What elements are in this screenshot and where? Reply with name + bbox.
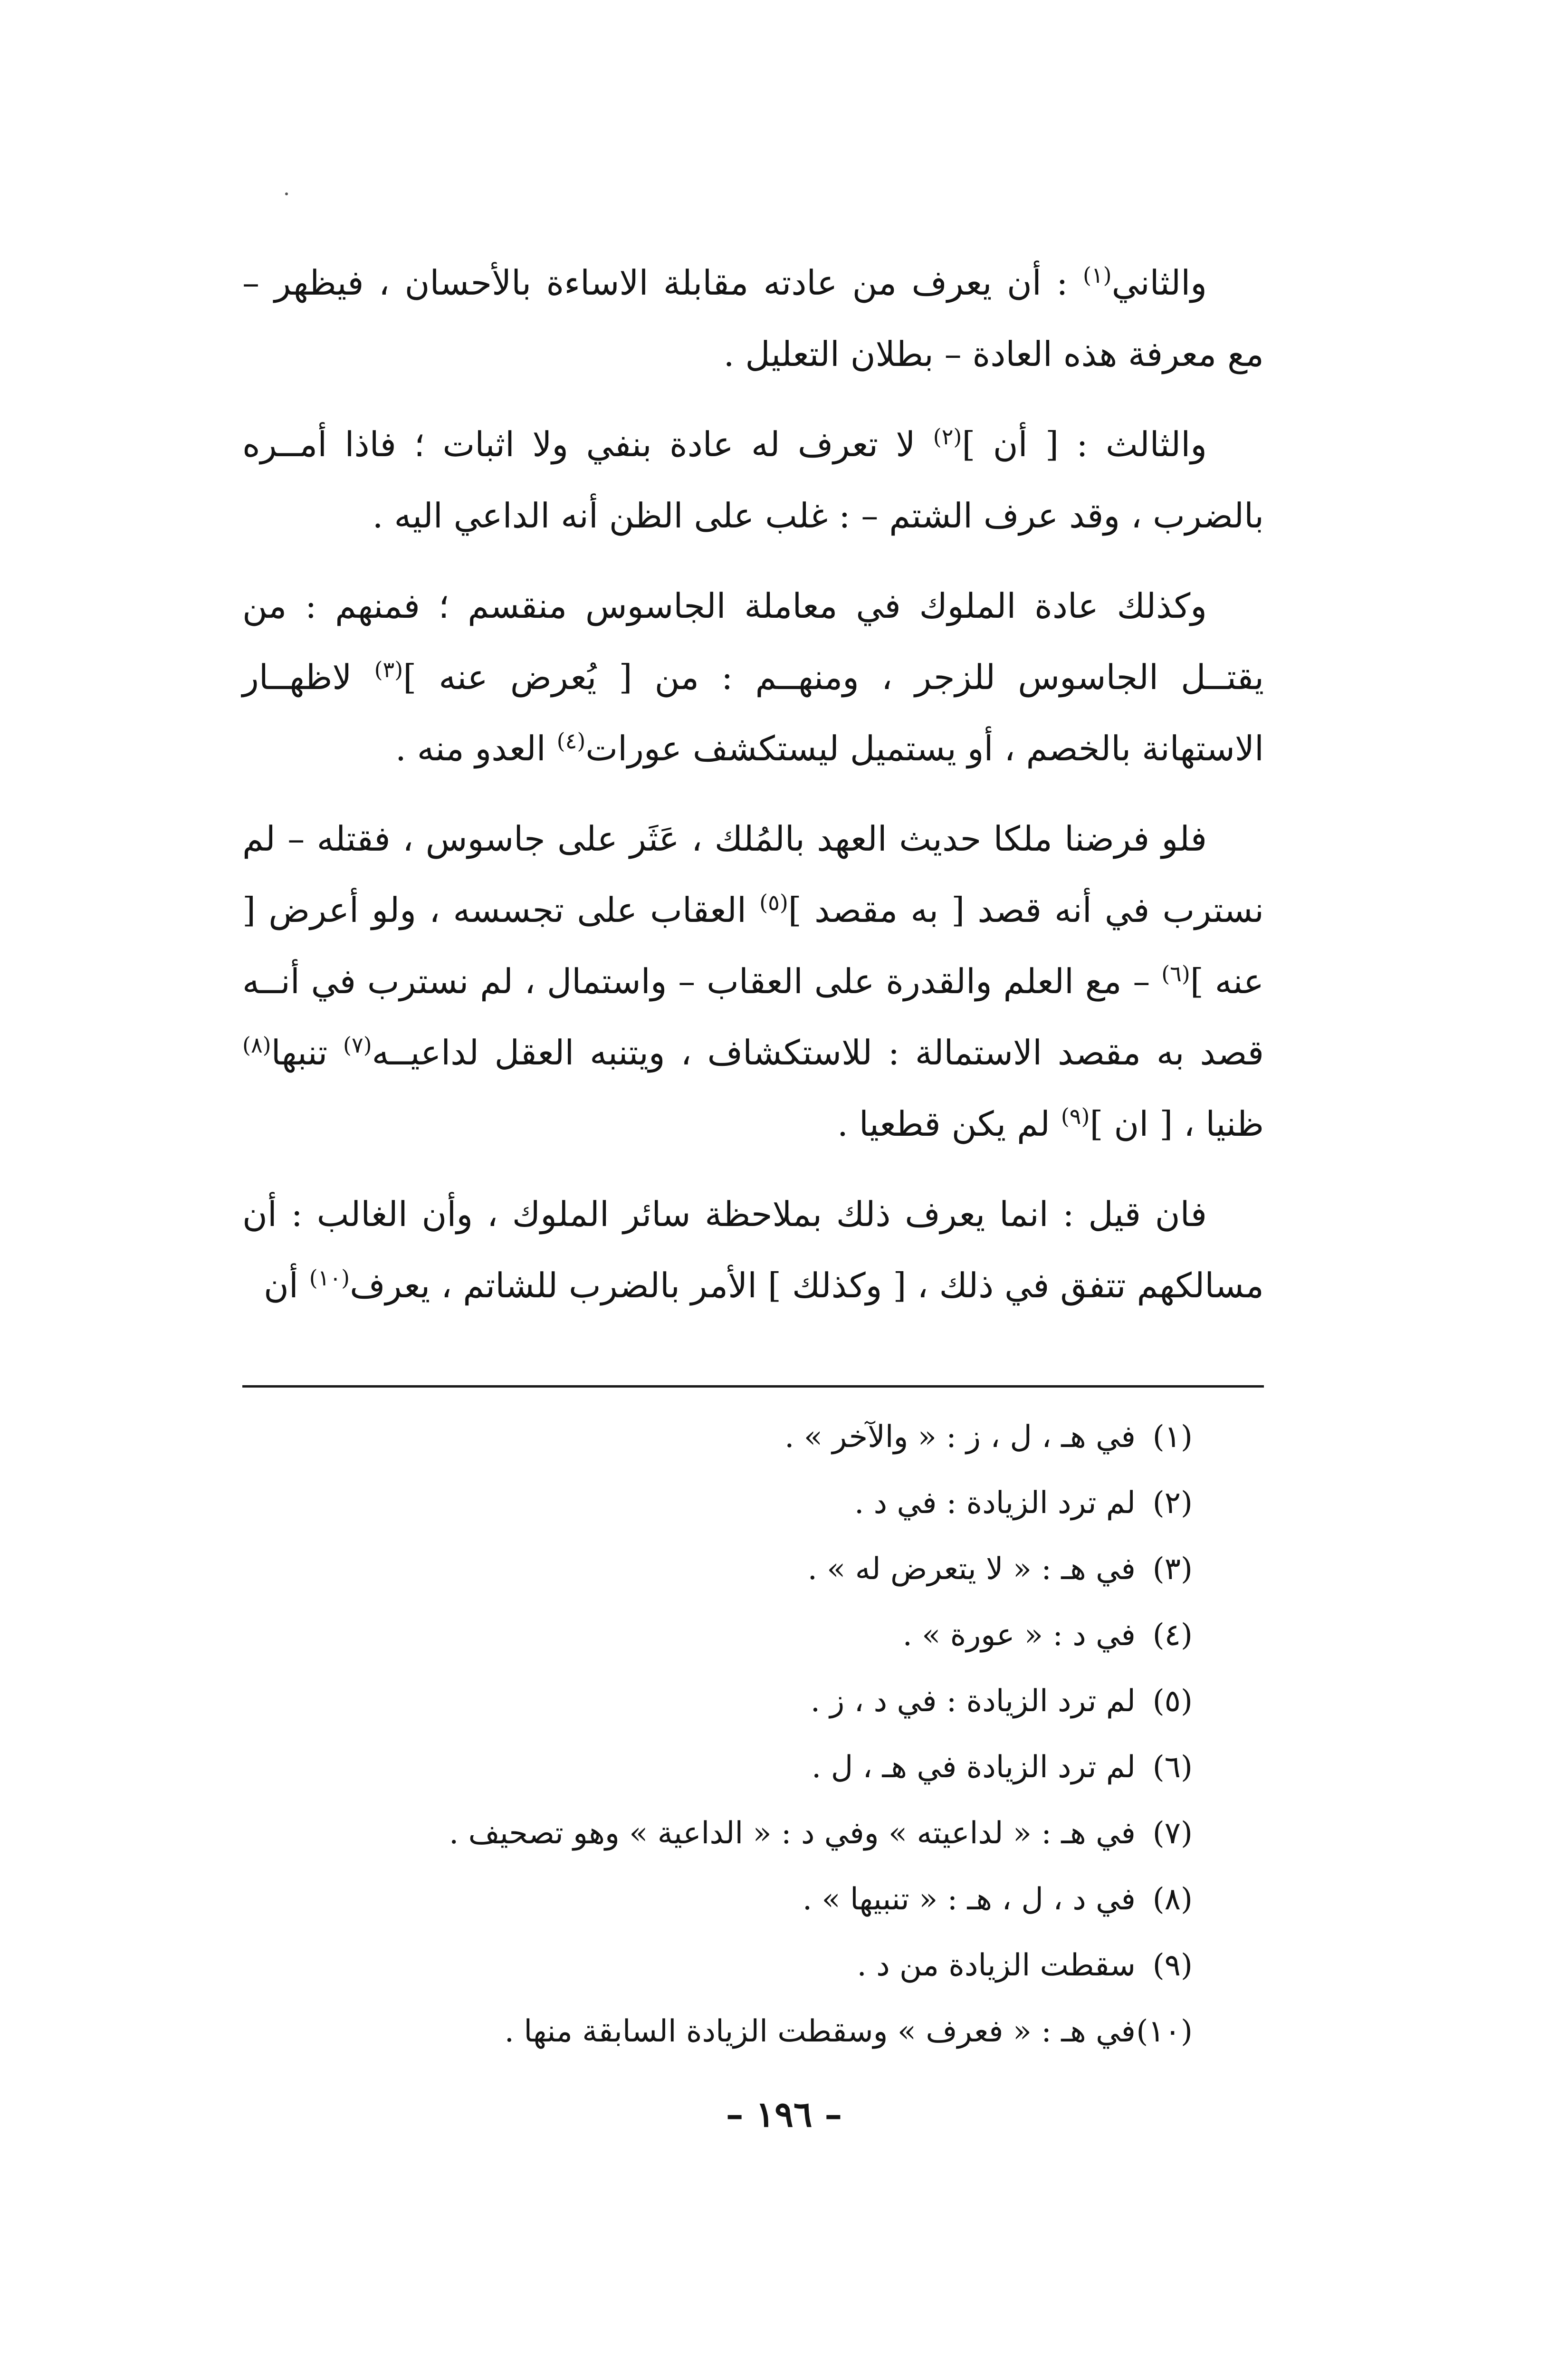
footnote-text: في د ، ل ، هـ : « تنبيها » . xyxy=(802,1882,1136,1917)
main-text xyxy=(242,247,1264,1321)
footnote-number: (١٠) xyxy=(1136,2014,1193,2049)
footnote-reference: (١٠) xyxy=(309,1265,350,1291)
paragraph-text: تنبها xyxy=(271,1033,344,1073)
paragraph-text: وكذلك عادة الملوك في معاملة الجاسوس منقسم ؛ فمنهم : من يقتــل الجاسوس للزجر ، ومنهــم : من [ يُعرض عنه ] xyxy=(242,586,1264,697)
footnotes-list xyxy=(242,1404,1193,2065)
paragraph-text: فان قيل : انما يعرف ذلك بملاحظة سائر الملوك ، وأن الغالب : أن مسالكهم تتفق في ذلك ، [ وكذلك ] الأمر بالضرب للشاتم ، يعرف xyxy=(242,1194,1264,1305)
paragraph-text: : أن يعرف من عادته مقابلة الاساءة بالأحسان ، فيظهر – مع معرفة هذه العادة – بطلان التعليل . xyxy=(242,263,1264,374)
footnote xyxy=(242,1734,1193,1801)
footnote-reference: (٥) xyxy=(759,890,788,915)
footnote-reference: (٦) xyxy=(1161,961,1190,987)
footnote-number: (١) xyxy=(1152,1419,1193,1455)
footnote-reference: (٣) xyxy=(374,657,403,682)
footnote-text: في هـ ، ل ، ز : « والآخر » . xyxy=(784,1419,1136,1455)
footnote-reference: (٤) xyxy=(556,728,586,754)
paragraph-text: فلو فرضنا ملكا حديث العهد بالمُلك ، عَثَر على جاسوس ، فقتله – لم نسترب في أنه قصد [ به مقصد ] xyxy=(242,819,1264,930)
footnote-number: (٤) xyxy=(1152,1618,1193,1653)
paragraph-text: والثاني xyxy=(1111,263,1207,303)
footnote xyxy=(242,1602,1193,1668)
paragraph-text: ظنيا ، [ ان ] xyxy=(1090,1104,1264,1144)
footnote-text: في هـ : « لا يتعرض له » . xyxy=(807,1552,1136,1587)
footnote-text: سقطت الزيادة من د . xyxy=(857,1948,1136,1983)
footnote-text: لم ترد الزيادة : في د ، ز . xyxy=(810,1684,1136,1719)
footnote-reference: (١) xyxy=(1082,262,1112,288)
footnote-text: في هـ : « لداعيته » وفي د : « الداعية » وهو تصحيف . xyxy=(449,1816,1136,1851)
footnote-number: (٧) xyxy=(1152,1816,1193,1851)
paragraph xyxy=(242,1178,1264,1321)
footnote-reference: (٢) xyxy=(933,424,962,450)
footnote xyxy=(242,1668,1193,1734)
footnote-separator xyxy=(242,1385,1264,1388)
footnote xyxy=(242,1933,1193,1999)
footnote-reference: (٨) xyxy=(242,1032,271,1058)
paragraph-text: لم يكن قطعيا . xyxy=(837,1104,1061,1144)
paragraph xyxy=(242,409,1264,551)
footnote-reference: (٧) xyxy=(343,1032,372,1058)
paragraph-text: لاظهــار الاستهانة بالخصم ، أو يستميل ليستكشف عورات xyxy=(242,657,1264,768)
footnote xyxy=(242,1867,1193,1933)
footnote-number: (٦) xyxy=(1152,1750,1193,1785)
paragraph-text: العدو منه . xyxy=(395,728,557,768)
paragraph-text: أن xyxy=(264,1265,309,1305)
footnote-text: في د : « عورة » . xyxy=(902,1618,1136,1653)
page-number: – ١٩٦ – xyxy=(726,2094,842,2135)
footnote-text: في هـ : « فعرف » وسقطت الزيادة السابقة منها . xyxy=(504,2014,1136,2049)
footnote xyxy=(242,1536,1193,1602)
paragraph-text: والثالث : [ أن ] xyxy=(962,424,1207,464)
footnote-number: (٢) xyxy=(1152,1485,1193,1521)
paragraph xyxy=(242,570,1264,784)
footnote xyxy=(242,1999,1193,2065)
footnote-reference: (٩) xyxy=(1061,1103,1090,1129)
paragraph xyxy=(242,803,1264,1159)
footnote-number: (٥) xyxy=(1152,1684,1193,1719)
footnote-number: (٣) xyxy=(1152,1552,1193,1587)
footnote-number: (٨) xyxy=(1152,1882,1193,1917)
paragraph-text: – مع العلم والقدرة على العقاب – واستمال ، لم نسترب في أنــه قصد به مقصد الاستمالة : للاستكشاف ، ويتنبه العقل لداعيــه xyxy=(242,961,1264,1073)
paragraph xyxy=(242,247,1264,390)
footnote-text: لم ترد الزيادة : في د . xyxy=(854,1485,1136,1521)
footnote xyxy=(242,1470,1193,1536)
ink-speck xyxy=(285,192,288,195)
paragraph-text: العقاب على تجسسه ، ولو أعرض [ عنه ] xyxy=(242,890,1264,1001)
footnote xyxy=(242,1404,1193,1470)
footnote-text: لم ترد الزيادة في هـ ، ل . xyxy=(812,1750,1136,1785)
footnote-number: (٩) xyxy=(1152,1948,1193,1983)
paragraph-text: لا تعرف له عادة بنفي ولا اثبات ؛ فاذا أمــره بالضرب ، وقد عرف الشتم – : غلب على الظن أنه الداعي اليه . xyxy=(242,424,1264,536)
footnote xyxy=(242,1801,1193,1867)
